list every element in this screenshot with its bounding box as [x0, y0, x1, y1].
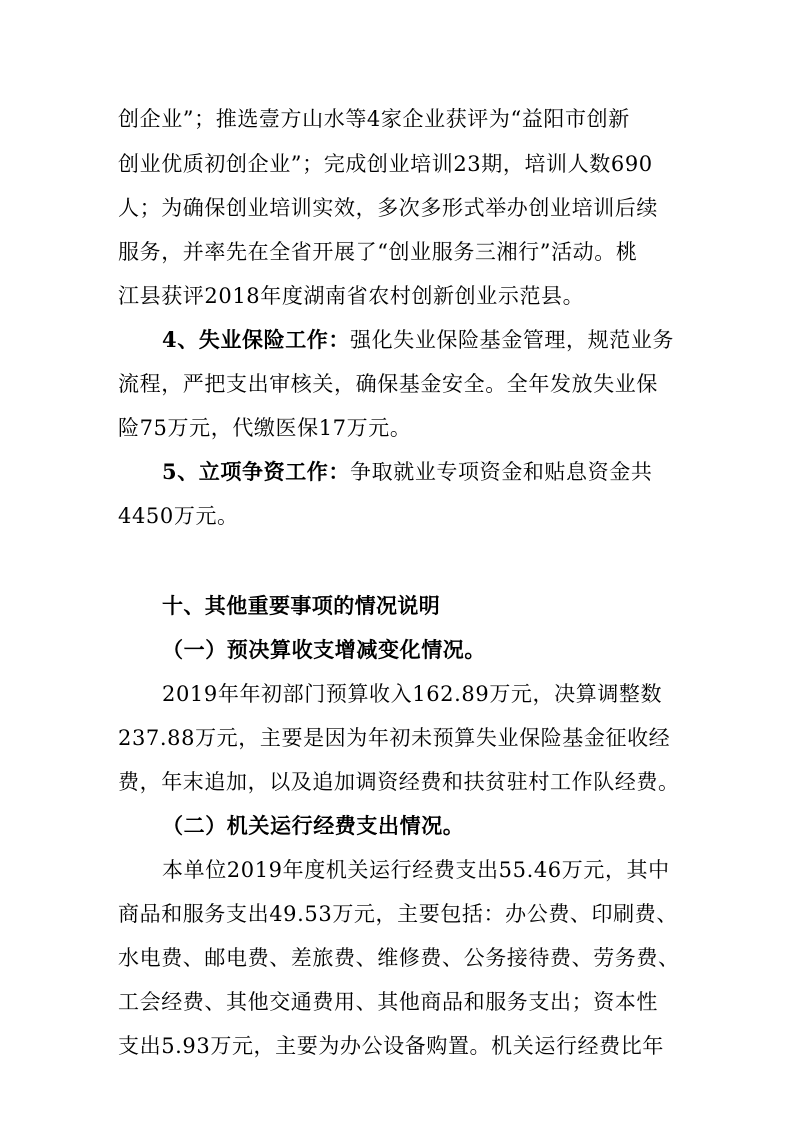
- section-4-line: [162, 327, 678, 353]
- paragraph-line-17: 本单位2019年度机关运行经费支出55.46万元，其中: [162, 858, 670, 882]
- paragraph-line-8: 险75万元，代缴医保17万元。: [118, 416, 412, 440]
- section-4-text: 强化失业保险基金管理，规范业务: [350, 328, 675, 352]
- paragraph-line-13: 2019年年初部门预算收入162.89万元，决算调整数: [162, 682, 663, 706]
- paragraph-line-2: 创业优质初创企业”；完成创业培训23期，培训人数690: [118, 152, 653, 176]
- section-5-line: [162, 459, 678, 485]
- paragraph-line-4: 服务，并率先在全省开展了“创业服务三湘行”活动。桃: [118, 240, 638, 264]
- paragraph-line-5: 江县获评2018年度湖南省农村创新创业示范县。: [118, 284, 585, 308]
- paragraph-line-20: 工会经费、其他交通费用、其他商品和服务支出；资本性: [118, 990, 658, 1014]
- section-heading-10: 十、其他重要事项的情况说明: [162, 593, 441, 618]
- paragraph-line-21: 支出5.93万元，主要为办公设备购置。机关运行经费比年: [118, 1034, 664, 1058]
- paragraph-line-14: 237.88万元，主要是因为年初未预算失业保险基金征收经: [118, 726, 671, 750]
- paragraph-line-3: 人；为确保创业培训实效，多次多形式举办创业培训后续: [118, 196, 658, 220]
- paragraph-line-1: 创企业”；推选壹方山水等4家企业获评为“益阳市创新: [118, 107, 630, 131]
- subsection-heading-2: （二）机关运行经费支出情况。: [162, 813, 465, 838]
- paragraph-line-19: 水电费、邮电费、差旅费、维修费、公务接待费、劳务费、: [118, 946, 680, 970]
- section-5-text: 争取就业专项资金和贴息资金共: [350, 460, 653, 484]
- paragraph-line-7: 流程，严把支出审核关，确保基金安全。全年发放失业保: [118, 372, 658, 396]
- section-4-label: 4、失业保险工作：: [162, 327, 351, 352]
- paragraph-line-10: 4450万元。: [118, 504, 239, 528]
- section-5-label: 5、立项争资工作：: [162, 459, 351, 484]
- paragraph-line-15: 费，年末追加，以及追加调资经费和扶贫驻村工作队经费。: [118, 770, 680, 794]
- paragraph-line-18: 商品和服务支出49.53万元，主要包括：办公费、印刷费、: [118, 902, 678, 926]
- subsection-heading-1: （一）预决算收支增减变化情况。: [162, 637, 486, 662]
